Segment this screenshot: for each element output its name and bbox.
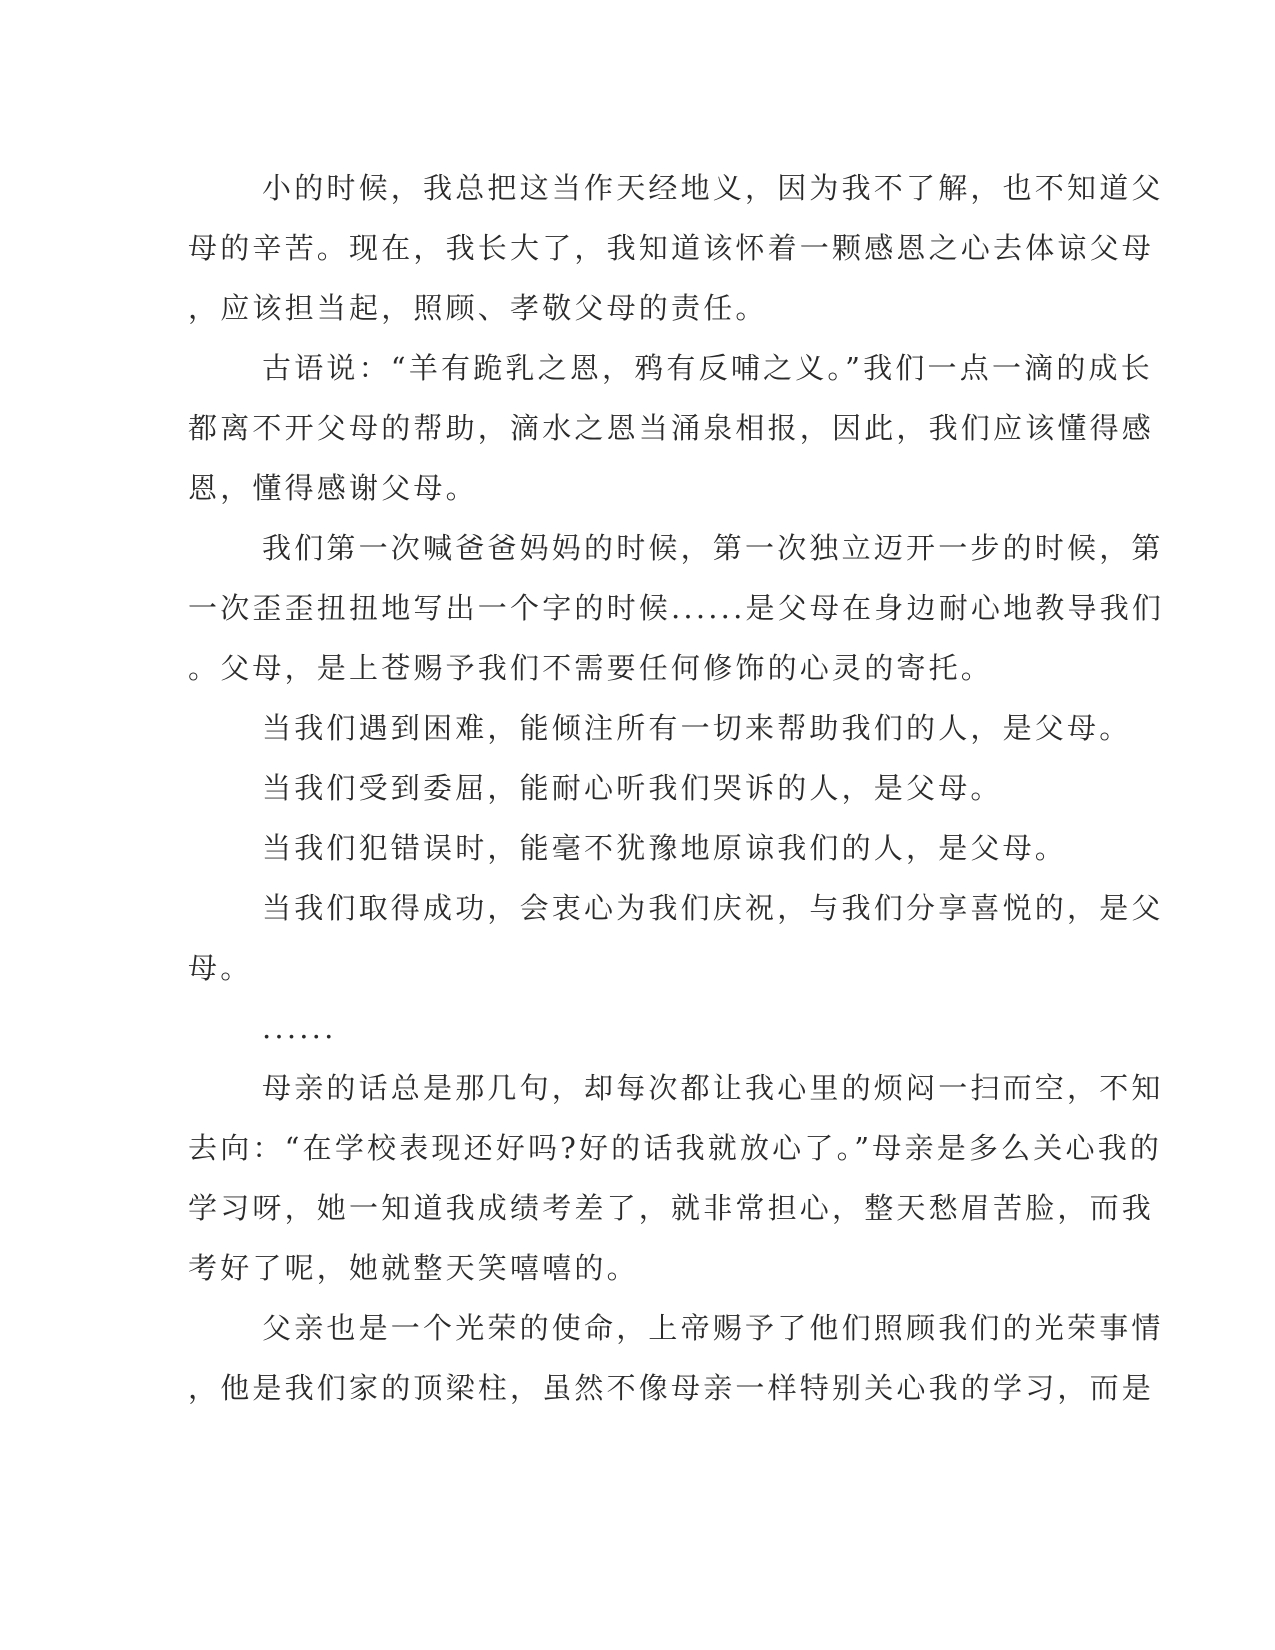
- text-line: 都离不开父母的帮助，滴水之恩当涌泉相报，因此，我们应该懂得感: [188, 411, 1155, 445]
- ellipsis-line: ......: [262, 1011, 337, 1045]
- text-line: 我们第一次喊爸爸妈妈的时候，第一次独立迈开一步的时候，第: [262, 531, 1164, 565]
- text-line: 古语说：“羊有跪乳之恩，鸦有反哺之义。”我们一点一滴的成长: [262, 351, 1153, 385]
- text-line: 母。: [188, 951, 253, 985]
- text-line: 一次歪歪扭扭地写出一个字的时候......是父母在身边耐心地教导我们: [188, 591, 1165, 625]
- text-line: 恩，懂得感谢父母。: [188, 471, 478, 505]
- text-line: 当我们犯错误时，能毫不犹豫地原谅我们的人，是父母。: [262, 831, 1068, 865]
- text-line: 去向：“在学校表现还好吗?好的话我就放心了。”母亲是多么关心我的: [188, 1131, 1163, 1165]
- text-line: 父亲也是一个光荣的使命，上帝赐予了他们照顾我们的光荣事情: [262, 1311, 1164, 1345]
- text-line: 小的时候，我总把这当作天经地义，因为我不了解，也不知道父: [262, 171, 1164, 205]
- text-line: ，他是我们家的顶梁柱，虽然不像母亲一样特别关心我的学习，而是: [188, 1371, 1155, 1405]
- text-line: 学习呀，她一知道我成绩考差了，就非常担心，整天愁眉苦脸，而我: [188, 1191, 1155, 1225]
- essay-body: [188, 158, 1165, 1418]
- text-line: 当我们受到委屈，能耐心听我们哭诉的人，是父母。: [262, 771, 1003, 805]
- text-line: 当我们遇到困难，能倾注所有一切来帮助我们的人，是父母。: [262, 711, 1132, 745]
- text-line: 。父母，是上苍赐予我们不需要任何修饰的心灵的寄托。: [188, 651, 994, 685]
- text-line: 考好了呢，她就整天笑嘻嘻的。: [188, 1251, 639, 1285]
- text-line: 母的辛苦。现在，我长大了，我知道该怀着一颗感恩之心去体谅父母: [188, 231, 1155, 265]
- text-line: 母亲的话总是那几句，却每次都让我心里的烦闷一扫而空，不知: [262, 1071, 1164, 1105]
- text-line: 当我们取得成功，会衷心为我们庆祝，与我们分享喜悦的，是父: [262, 891, 1164, 925]
- text-line: ，应该担当起，照顾、孝敬父母的责任。: [188, 291, 768, 325]
